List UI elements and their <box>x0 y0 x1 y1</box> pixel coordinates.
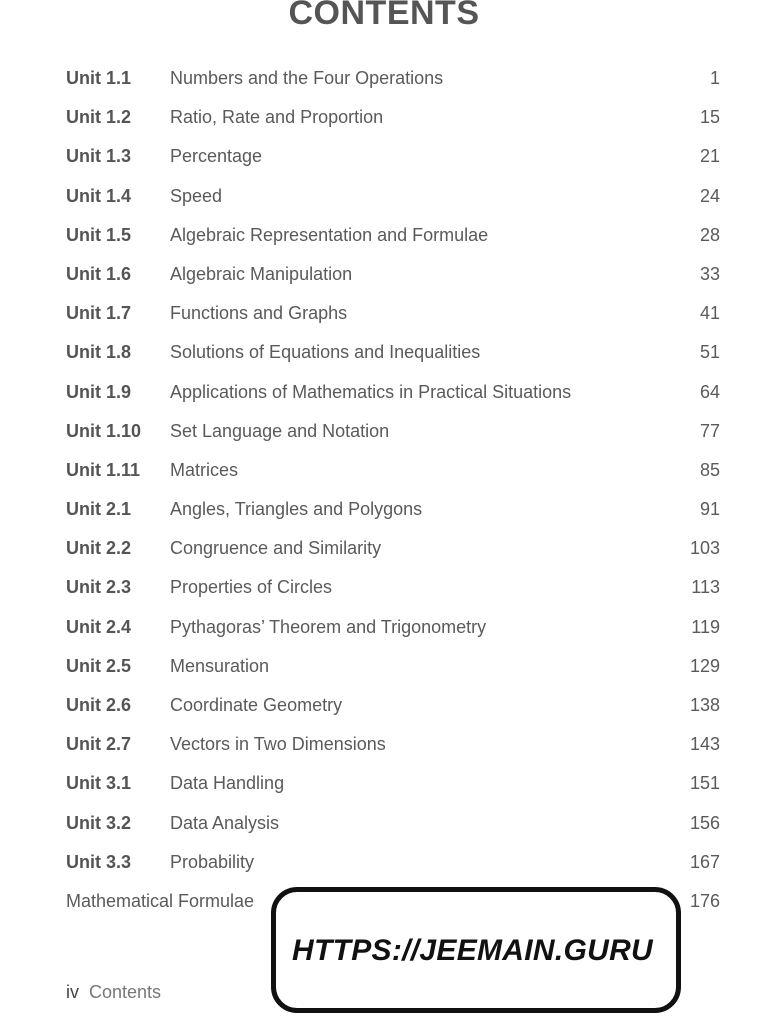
toc-topic: Percentage <box>170 146 263 167</box>
toc-unit-label: Unit 2.4 <box>66 616 132 637</box>
toc-page-number: 129 <box>689 655 720 676</box>
toc-page-number: 51 <box>699 342 720 363</box>
toc-row[interactable] <box>66 413 720 452</box>
toc-topic: Angles, Triangles and Polygons <box>170 499 423 520</box>
toc-unit-label: Unit 1.3 <box>66 146 132 167</box>
toc-topic: Pythagoras’ Theorem and Trigonometry <box>170 616 487 637</box>
toc-unit-label: Unit 1.6 <box>66 263 132 284</box>
toc-topic: Applications of Mathematics in Practical Situations <box>170 381 572 402</box>
toc-topic: Matrices <box>170 459 239 480</box>
toc-unit-label: Unit 1.7 <box>66 303 132 324</box>
toc-topic: Data Handling <box>170 773 285 794</box>
toc-unit-label: Unit 2.5 <box>66 655 132 676</box>
toc-topic: Numbers and the Four Operations <box>170 68 444 88</box>
toc-page-number: 21 <box>699 146 720 167</box>
toc-row[interactable] <box>66 178 720 217</box>
toc-row[interactable] <box>66 256 720 295</box>
toc-unit-label: Unit 2.3 <box>66 577 132 598</box>
toc-topic: Mathematical Formulae <box>66 890 255 911</box>
toc-page-number: 1 <box>709 68 720 88</box>
toc-row[interactable] <box>66 765 720 804</box>
toc-unit-label: Unit 1.10 <box>66 420 142 441</box>
toc-page-number: 64 <box>699 381 720 402</box>
toc-page-number: 33 <box>699 263 720 284</box>
toc-topic: Speed <box>170 185 223 206</box>
toc-row[interactable] <box>66 726 720 765</box>
toc-topic: Mensuration <box>170 655 270 676</box>
toc-unit-label: Unit 1.1 <box>66 68 132 88</box>
toc-row[interactable] <box>66 295 720 334</box>
toc-page-number: 119 <box>691 616 720 637</box>
toc-row[interactable] <box>66 138 720 177</box>
toc-page-number: 103 <box>689 538 720 559</box>
toc-topic: Functions and Graphs <box>170 303 348 324</box>
toc-page-number: 167 <box>689 851 720 872</box>
toc-page-number: 77 <box>699 420 720 441</box>
toc-topic: Data Analysis <box>170 812 280 833</box>
toc-unit-label: Unit 2.2 <box>66 538 132 559</box>
toc-topic: Properties of Circles <box>170 577 333 598</box>
toc-unit-label: Unit 2.7 <box>66 734 132 755</box>
toc-page-number: 113 <box>691 577 720 598</box>
toc-unit-label: Unit 1.9 <box>66 381 132 402</box>
toc-unit-label: Unit 3.1 <box>66 773 132 794</box>
toc-page-number: 91 <box>699 499 720 520</box>
footer-page-number: iv <box>66 982 79 1002</box>
toc-unit-label: Unit 1.8 <box>66 342 132 363</box>
toc-topic: Vectors in Two Dimensions <box>170 734 386 755</box>
toc-page-number: 85 <box>699 459 720 480</box>
page-footer <box>66 982 161 1003</box>
toc-topic: Algebraic Representation and Formulae <box>170 224 489 245</box>
toc-unit-label: Unit 2.1 <box>66 499 132 520</box>
toc-unit-label: Unit 3.3 <box>66 851 132 872</box>
toc-unit-label: Unit 2.6 <box>66 695 132 715</box>
toc-topic: Algebraic Manipulation <box>170 263 353 284</box>
toc-unit-label: Unit 1.2 <box>66 107 132 128</box>
toc-row[interactable] <box>66 687 720 726</box>
toc-page-number: 15 <box>699 107 720 128</box>
toc-page-number: 151 <box>689 773 720 794</box>
toc-row[interactable] <box>66 491 720 530</box>
toc-topic: Set Language and Notation <box>170 420 390 441</box>
toc-topic: Congruence and Similarity <box>170 538 382 559</box>
toc-page-number: 28 <box>699 224 720 245</box>
toc-row[interactable] <box>66 569 720 608</box>
toc-topic: Ratio, Rate and Proportion <box>170 107 384 128</box>
toc-unit-label: Unit 1.4 <box>66 185 132 206</box>
footer-label: Contents <box>89 982 162 1002</box>
toc-row[interactable] <box>66 217 720 256</box>
toc-row[interactable] <box>66 805 720 844</box>
toc-page-number: 41 <box>699 303 720 324</box>
toc-topic: Solutions of Equations and Inequalities <box>170 342 481 363</box>
toc-row[interactable] <box>66 60 720 99</box>
toc-row[interactable] <box>66 334 720 373</box>
toc-row[interactable] <box>66 844 720 883</box>
toc-row[interactable] <box>66 99 720 138</box>
toc-row[interactable] <box>66 530 720 569</box>
watermark-text: HTTPS://JEEMAIN.GURU <box>292 934 654 967</box>
toc-row[interactable] <box>66 648 720 687</box>
toc-page-number: 156 <box>689 812 720 833</box>
watermark-box <box>271 887 681 1013</box>
table-of-contents <box>66 60 720 922</box>
toc-row[interactable] <box>66 609 720 648</box>
toc-unit-label: Unit 3.2 <box>66 812 132 833</box>
toc-topic: Probability <box>170 851 255 872</box>
toc-page-number: 24 <box>699 185 720 206</box>
toc-page-number: 143 <box>689 734 720 755</box>
toc-page-number: 138 <box>689 695 720 715</box>
toc-unit-label: Unit 1.11 <box>66 459 141 480</box>
toc-row[interactable] <box>66 452 720 491</box>
toc-page-number: 176 <box>689 890 720 911</box>
toc-unit-label: Unit 1.5 <box>66 224 132 245</box>
toc-topic: Coordinate Geometry <box>170 695 343 715</box>
page-title: CONTENTS <box>288 0 480 32</box>
toc-row[interactable] <box>66 374 720 413</box>
